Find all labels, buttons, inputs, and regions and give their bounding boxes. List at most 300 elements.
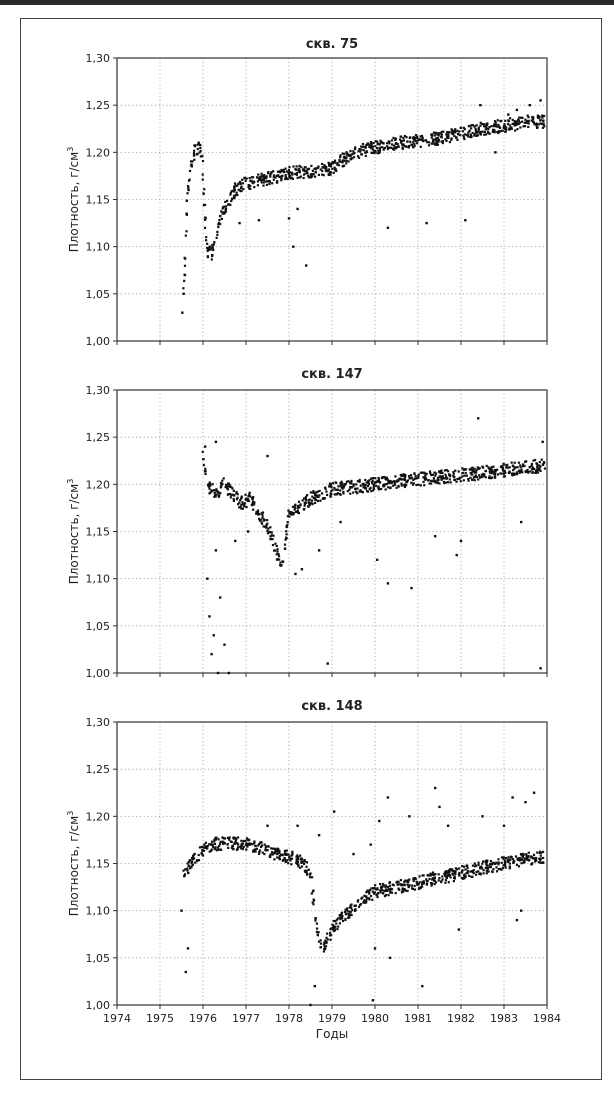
data-point bbox=[292, 178, 294, 180]
data-point bbox=[414, 885, 416, 887]
data-point bbox=[311, 502, 313, 504]
data-point bbox=[511, 128, 513, 130]
data-point bbox=[363, 149, 365, 151]
data-point bbox=[261, 513, 263, 515]
data-point bbox=[440, 881, 442, 883]
data-point bbox=[233, 490, 235, 492]
data-point bbox=[410, 482, 412, 484]
data-point bbox=[462, 130, 464, 132]
y-tick-label: 1,30 bbox=[85, 384, 110, 397]
data-point bbox=[408, 475, 410, 477]
data-point bbox=[354, 148, 356, 150]
data-point bbox=[539, 859, 541, 861]
data-point bbox=[355, 904, 357, 906]
data-point bbox=[506, 464, 508, 466]
data-point bbox=[369, 487, 371, 489]
data-point bbox=[189, 859, 191, 861]
data-point bbox=[339, 493, 341, 495]
data-point bbox=[260, 173, 262, 175]
data-point bbox=[266, 519, 268, 521]
data-point bbox=[505, 126, 507, 128]
data-point bbox=[191, 862, 193, 864]
data-point bbox=[458, 872, 460, 874]
data-point bbox=[356, 487, 358, 489]
data-point bbox=[261, 521, 263, 523]
data-point bbox=[306, 172, 308, 174]
data-point bbox=[391, 139, 393, 141]
data-point bbox=[470, 127, 472, 129]
outlier-point bbox=[266, 455, 268, 457]
data-point bbox=[416, 142, 418, 144]
data-point bbox=[446, 478, 448, 480]
data-point bbox=[337, 492, 339, 494]
data-point bbox=[325, 169, 327, 171]
data-point bbox=[313, 173, 315, 175]
data-point bbox=[227, 847, 229, 849]
data-point bbox=[541, 459, 543, 461]
data-point bbox=[397, 143, 399, 145]
data-point bbox=[452, 873, 454, 875]
data-point bbox=[276, 548, 278, 550]
data-point bbox=[482, 872, 484, 874]
data-point bbox=[441, 875, 443, 877]
data-point bbox=[503, 475, 505, 477]
data-point bbox=[451, 868, 453, 870]
data-point bbox=[364, 900, 366, 902]
data-point bbox=[196, 153, 198, 155]
data-point bbox=[186, 200, 188, 202]
data-point bbox=[345, 160, 347, 162]
data-point bbox=[288, 516, 290, 518]
outlier-point bbox=[387, 227, 389, 229]
data-point bbox=[514, 462, 516, 464]
data-point bbox=[245, 506, 247, 508]
chart-panel-1 bbox=[66, 367, 547, 680]
data-point bbox=[421, 874, 423, 876]
outlier-point bbox=[292, 245, 294, 247]
outlier-point bbox=[327, 662, 329, 664]
data-point bbox=[317, 167, 319, 169]
data-point bbox=[351, 914, 353, 916]
x-tick-label: 1976 bbox=[189, 1012, 217, 1025]
data-point bbox=[516, 128, 518, 130]
data-point bbox=[352, 491, 354, 493]
data-point bbox=[211, 848, 213, 850]
outlier-point bbox=[258, 219, 260, 221]
data-point bbox=[514, 124, 516, 126]
data-point bbox=[500, 869, 502, 871]
data-point bbox=[353, 483, 355, 485]
data-point bbox=[477, 466, 479, 468]
data-point bbox=[380, 888, 382, 890]
data-point bbox=[362, 484, 364, 486]
data-point bbox=[189, 179, 191, 181]
data-point bbox=[417, 139, 419, 141]
data-point bbox=[512, 119, 514, 121]
data-point bbox=[360, 145, 362, 147]
data-point bbox=[207, 484, 209, 486]
data-point bbox=[194, 853, 196, 855]
outlier-point bbox=[460, 540, 462, 542]
data-point bbox=[387, 486, 389, 488]
data-point bbox=[349, 487, 351, 489]
data-point bbox=[206, 847, 208, 849]
outlier-point bbox=[318, 549, 320, 551]
data-point bbox=[518, 865, 520, 867]
data-point bbox=[406, 141, 408, 143]
outlier-point bbox=[524, 801, 526, 803]
data-point bbox=[402, 887, 404, 889]
data-point bbox=[507, 856, 509, 858]
data-point bbox=[445, 879, 447, 881]
data-point bbox=[519, 126, 521, 128]
data-point bbox=[385, 488, 387, 490]
data-point bbox=[272, 848, 274, 850]
data-point bbox=[538, 464, 540, 466]
outlier-point bbox=[370, 843, 372, 845]
data-point bbox=[286, 537, 288, 539]
data-point bbox=[231, 847, 233, 849]
data-point bbox=[479, 866, 481, 868]
data-point bbox=[475, 865, 477, 867]
data-point bbox=[236, 192, 238, 194]
data-point bbox=[266, 184, 268, 186]
data-point bbox=[358, 157, 360, 159]
x-tick-label: 1981 bbox=[404, 1012, 432, 1025]
data-point bbox=[340, 485, 342, 487]
data-point bbox=[272, 535, 274, 537]
outlier-point bbox=[352, 853, 354, 855]
data-point bbox=[463, 127, 465, 129]
data-point bbox=[227, 494, 229, 496]
data-point bbox=[303, 863, 305, 865]
data-point bbox=[265, 849, 267, 851]
outlier-point bbox=[387, 796, 389, 798]
data-point bbox=[185, 234, 187, 236]
data-point bbox=[333, 172, 335, 174]
data-point bbox=[488, 467, 490, 469]
data-point bbox=[214, 843, 216, 845]
y-tick-label: 1,25 bbox=[85, 763, 110, 777]
data-point bbox=[538, 469, 540, 471]
outlier-point bbox=[494, 151, 496, 153]
outlier-point bbox=[464, 219, 466, 221]
data-point bbox=[260, 846, 262, 848]
data-point bbox=[334, 169, 336, 171]
data-point bbox=[253, 502, 255, 504]
data-point bbox=[314, 494, 316, 496]
data-point bbox=[410, 143, 412, 145]
data-point bbox=[486, 860, 488, 862]
data-point bbox=[404, 888, 406, 890]
data-point bbox=[366, 151, 368, 153]
data-point bbox=[378, 488, 380, 490]
data-point bbox=[536, 127, 538, 129]
outlier-point bbox=[542, 441, 544, 443]
data-point bbox=[522, 856, 524, 858]
data-point bbox=[341, 917, 343, 919]
data-point bbox=[382, 476, 384, 478]
data-point bbox=[458, 875, 460, 877]
data-point bbox=[272, 538, 274, 540]
data-point bbox=[475, 871, 477, 873]
data-point bbox=[193, 150, 195, 152]
data-point bbox=[383, 149, 385, 151]
data-point bbox=[229, 836, 231, 838]
data-point bbox=[211, 483, 213, 485]
data-point bbox=[502, 467, 504, 469]
data-point bbox=[430, 885, 432, 887]
data-point bbox=[373, 484, 375, 486]
data-point bbox=[243, 177, 245, 179]
data-point bbox=[279, 858, 281, 860]
data-point bbox=[335, 922, 337, 924]
data-point bbox=[331, 924, 333, 926]
data-point bbox=[448, 881, 450, 883]
data-point bbox=[467, 135, 469, 137]
outlier-point bbox=[247, 530, 249, 532]
data-point bbox=[524, 122, 526, 124]
data-point bbox=[413, 143, 415, 145]
outlier-point bbox=[516, 919, 518, 921]
data-point bbox=[365, 484, 367, 486]
data-point bbox=[370, 141, 372, 143]
data-point bbox=[349, 154, 351, 156]
outlier-point bbox=[266, 825, 268, 827]
data-point bbox=[486, 465, 488, 467]
data-point bbox=[330, 493, 332, 495]
data-point bbox=[474, 479, 476, 481]
data-point bbox=[246, 845, 248, 847]
x-tick-label: 1980 bbox=[361, 1012, 389, 1025]
data-point bbox=[542, 127, 544, 129]
y-tick-label: 1,15 bbox=[85, 193, 110, 207]
data-point bbox=[199, 150, 201, 152]
data-point bbox=[252, 509, 254, 511]
data-point bbox=[479, 873, 481, 875]
data-point bbox=[482, 467, 484, 469]
data-point bbox=[341, 161, 343, 163]
y-tick-label: 1,25 bbox=[85, 431, 110, 445]
data-point bbox=[302, 168, 304, 170]
data-point bbox=[394, 484, 396, 486]
data-point bbox=[504, 472, 506, 474]
data-point bbox=[417, 484, 419, 486]
data-point bbox=[220, 841, 222, 843]
data-point bbox=[446, 469, 448, 471]
data-point bbox=[261, 517, 263, 519]
outlier-point bbox=[376, 559, 378, 561]
data-point bbox=[236, 497, 238, 499]
data-point bbox=[217, 226, 219, 228]
data-point bbox=[315, 171, 317, 173]
data-point bbox=[288, 169, 290, 171]
data-point bbox=[266, 530, 268, 532]
data-point bbox=[316, 928, 318, 930]
data-point bbox=[493, 471, 495, 473]
x-axis-label: Годы bbox=[315, 1027, 349, 1041]
data-point bbox=[221, 836, 223, 838]
data-point bbox=[495, 862, 497, 864]
data-point bbox=[539, 861, 541, 863]
outlier-point bbox=[204, 445, 206, 447]
data-point bbox=[418, 883, 420, 885]
data-point bbox=[504, 862, 506, 864]
data-point bbox=[497, 858, 499, 860]
data-point bbox=[531, 468, 533, 470]
data-point bbox=[483, 475, 485, 477]
data-point bbox=[207, 845, 209, 847]
data-point bbox=[209, 246, 211, 248]
outlier-point bbox=[210, 653, 212, 655]
data-point bbox=[402, 137, 404, 139]
data-point bbox=[390, 486, 392, 488]
data-point bbox=[273, 179, 275, 181]
outlier-point bbox=[387, 582, 389, 584]
data-point bbox=[320, 942, 322, 944]
data-point bbox=[432, 474, 434, 476]
data-point bbox=[332, 927, 334, 929]
data-point bbox=[323, 164, 325, 166]
data-point bbox=[204, 216, 206, 218]
data-point bbox=[539, 119, 541, 121]
data-point bbox=[507, 119, 509, 121]
data-point bbox=[493, 129, 495, 131]
outlier-point bbox=[447, 825, 449, 827]
data-point bbox=[530, 856, 532, 858]
data-point bbox=[362, 143, 364, 145]
data-point bbox=[205, 239, 207, 241]
data-point bbox=[415, 484, 417, 486]
data-point bbox=[187, 188, 189, 190]
data-point bbox=[455, 136, 457, 138]
data-point bbox=[282, 561, 284, 563]
data-point bbox=[276, 182, 278, 184]
y-tick-label: 1,20 bbox=[85, 146, 110, 160]
data-point bbox=[386, 142, 388, 144]
data-point bbox=[263, 181, 265, 183]
data-point bbox=[527, 472, 529, 474]
outlier-point bbox=[182, 293, 184, 295]
data-point bbox=[319, 490, 321, 492]
data-point bbox=[422, 140, 424, 142]
data-point bbox=[414, 478, 416, 480]
data-point bbox=[445, 476, 447, 478]
data-point bbox=[512, 858, 514, 860]
data-point bbox=[490, 125, 492, 127]
data-point bbox=[438, 134, 440, 136]
data-point bbox=[526, 855, 528, 857]
data-point bbox=[477, 862, 479, 864]
data-point bbox=[404, 145, 406, 147]
data-point bbox=[287, 862, 289, 864]
data-point bbox=[278, 176, 280, 178]
data-point bbox=[291, 172, 293, 174]
data-point bbox=[339, 161, 341, 163]
data-point bbox=[371, 899, 373, 901]
data-point bbox=[490, 860, 492, 862]
data-point bbox=[289, 177, 291, 179]
data-point bbox=[304, 860, 306, 862]
data-point bbox=[439, 476, 441, 478]
data-point bbox=[216, 231, 218, 233]
data-point bbox=[409, 137, 411, 139]
data-point bbox=[217, 838, 219, 840]
data-point bbox=[521, 471, 523, 473]
data-point bbox=[450, 139, 452, 141]
data-point bbox=[202, 854, 204, 856]
data-point bbox=[449, 478, 451, 480]
data-point bbox=[527, 126, 529, 128]
y-tick-label: 1,10 bbox=[85, 240, 110, 254]
data-point bbox=[315, 917, 317, 919]
data-point bbox=[521, 862, 523, 864]
data-point bbox=[281, 175, 283, 177]
data-point bbox=[434, 134, 436, 136]
data-point bbox=[330, 934, 332, 936]
data-point bbox=[258, 513, 260, 515]
data-point bbox=[481, 863, 483, 865]
data-point bbox=[206, 243, 208, 245]
data-point bbox=[467, 132, 469, 134]
data-point bbox=[363, 895, 365, 897]
data-point bbox=[237, 836, 239, 838]
data-point bbox=[444, 138, 446, 140]
data-point bbox=[336, 928, 338, 930]
data-point bbox=[514, 466, 516, 468]
data-point bbox=[203, 188, 205, 190]
data-point bbox=[326, 941, 328, 943]
data-point bbox=[303, 177, 305, 179]
data-point bbox=[254, 845, 256, 847]
data-point bbox=[199, 147, 201, 149]
data-point bbox=[447, 481, 449, 483]
data-point bbox=[221, 218, 223, 220]
data-point bbox=[334, 481, 336, 483]
data-point bbox=[525, 471, 527, 473]
data-point bbox=[415, 475, 417, 477]
chart-panel-0 bbox=[66, 37, 547, 348]
data-point bbox=[453, 870, 455, 872]
data-point bbox=[406, 884, 408, 886]
data-point bbox=[528, 122, 530, 124]
data-point bbox=[315, 168, 317, 170]
data-point bbox=[203, 204, 205, 206]
data-point bbox=[351, 909, 353, 911]
data-point bbox=[392, 485, 394, 487]
data-point bbox=[246, 498, 248, 500]
y-tick-label: 1,20 bbox=[85, 810, 110, 824]
data-point bbox=[385, 890, 387, 892]
data-point bbox=[241, 179, 243, 181]
data-point bbox=[404, 486, 406, 488]
data-point bbox=[473, 468, 475, 470]
data-point bbox=[478, 129, 480, 131]
data-point bbox=[405, 480, 407, 482]
data-point bbox=[423, 484, 425, 486]
outlier-point bbox=[438, 806, 440, 808]
data-point bbox=[189, 170, 191, 172]
data-point bbox=[216, 234, 218, 236]
data-point bbox=[309, 504, 311, 506]
data-point bbox=[184, 265, 186, 267]
data-point bbox=[489, 475, 491, 477]
data-point bbox=[508, 472, 510, 474]
data-point bbox=[315, 491, 317, 493]
data-point bbox=[491, 472, 493, 474]
data-point bbox=[311, 876, 313, 878]
data-point bbox=[201, 155, 203, 157]
